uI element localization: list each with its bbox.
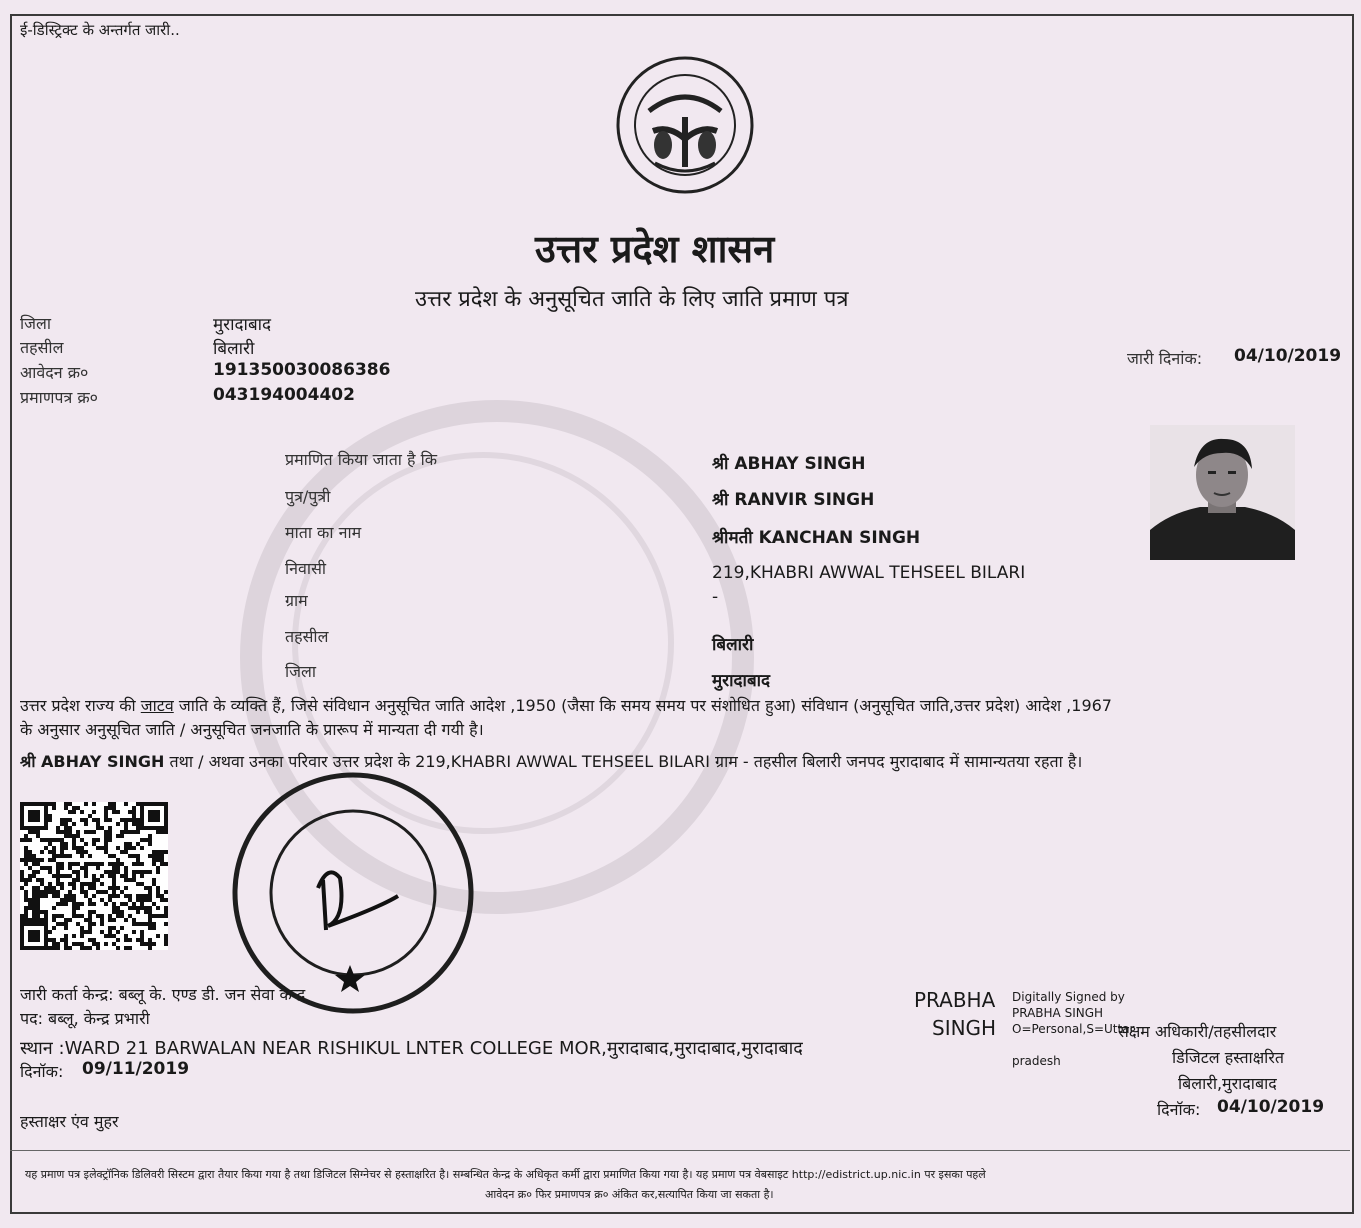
body-line-3-text: तथा / अथवा उनका परिवार उत्तर प्रदेश के 219,KHABRI AWWAL TEHSEEL BILARI ग्राम - तहसील बिलारी जनपद मुरादाबाद में सामान्यतया रहता है। [169,752,1083,771]
authority-date-value: 04/10/2019 [1217,1097,1325,1117]
district-label: जिला [20,314,52,333]
issued-under-note: ई-डिस्ट्रिक्ट के अन्तर्गत जारी.. [20,21,180,39]
applicant-name: श्री ABHAY SINGH [712,454,866,474]
up-government-emblem [615,55,755,195]
authority-place: बिलारी,मुरादाबाद [1178,1074,1277,1093]
digital-sign-detail-1: Digitally Signed by [1012,990,1125,1004]
certificate-no-label: प्रमाणपत्र क्र० [20,388,98,407]
qr-code [20,802,168,950]
applicant-photo [1150,425,1295,560]
tehsil-label: तहसील [20,338,64,357]
body-line-1 [20,694,1112,718]
certificate-title: उत्तर प्रदेश के अनुसूचित जाति के लिए जाति प्रमाण पत्र [415,287,849,312]
village-label: ग्राम [285,591,308,610]
body-applicant-name: श्री ABHAY SINGH [20,752,165,771]
digital-sign-detail-2: PRABHA SINGH [1012,1006,1104,1020]
digital-sign-detail-4: pradesh [1012,1054,1061,1068]
resident-label: निवासी [285,559,327,578]
caste-name: जाटव [140,696,174,715]
issuer-post: पद: बब्लू, केन्द्र प्रभारी [20,1009,150,1028]
tehsil-value: बिलारी [213,339,255,359]
issuer-place: स्थान :WARD 21 BARWALAN NEAR RISHIKUL LNTER COLLEGE MOR,मुरादाबाद,मुरादाबाद,मुरादाबाद [20,1038,803,1059]
authority-date-label: दिनॉक: [1157,1100,1201,1119]
application-no-value: 191350030086386 [213,360,391,380]
issuer-date-value: 09/11/2019 [82,1059,190,1079]
issue-date-label: जारी दिनांक: [1127,349,1203,368]
details-tehsil-value: बिलारी [712,635,754,655]
certify-label: प्रमाणित किया जाता है कि [285,450,438,469]
body-line-3 [20,750,1082,774]
digital-sign-detail-3: O=Personal,S=Uttar [1012,1022,1135,1036]
issuer-date-label: दिनॉक: [20,1062,64,1081]
child-of-label: पुत्र/पुत्री [285,487,331,506]
star-icon [333,963,367,993]
body-line-1-suffix: जाति के व्यक्ति हैं, जिसे संविधान अनुसूचित जाति आदेश ,1950 (जैसा कि समय समय पर संशोधित हुआ) संविधान (अनुसूचित जाति,उत्तर प्रदेश) आदेश ,1967 [178,696,1112,715]
certificate-no-value: 043194004402 [213,385,355,405]
body-line-1-prefix: उत्तर प्रदेश राज्य की [20,696,136,715]
father-name: श्री RANVIR SINGH [712,490,875,510]
authority-digital-signed: डिजिटल हस्ताक्षरित [1172,1048,1284,1067]
details-district-label: जिला [285,662,317,681]
details-district-value: मुरादाबाद [712,671,771,691]
body-line-2: के अनुसार अनुसूचित जाति / अनुसूचित जनजाति के प्रारूप में मान्यता दी गयी है। [20,720,484,739]
application-no-label: आवेदन क्र० [20,363,89,382]
issue-date-value: 04/10/2019 [1234,346,1342,366]
digital-sign-name-line-1: PRABHA [914,988,996,1012]
details-tehsil-label: तहसील [285,627,329,646]
digital-sign-name-line-2: SINGH [932,1016,997,1040]
issuing-centre: जारी कर्ता केन्द्र: बब्लू के. एण्ड डी. जन सेवा केन्द्र [20,985,306,1004]
mother-label: माता का नाम [285,523,362,542]
district-value: मुरादाबाद [213,315,272,335]
gov-title: उत्तर प्रदेश शासन [535,226,775,271]
footer-note-line-2: आवेदन क्र० फिर प्रमाणपत्र क्र० अंकित कर,सत्यापित किया जा सकता है। [485,1188,774,1201]
footer-note-line-1: यह प्रमाण पत्र इलेक्ट्रॉनिक डिलिवरी सिस्टम द्वारा तैयार किया गया है तथा डिजिटल सिग्नेचर से हस्ताक्षरित है। सम्बन्धित केन्द्र के अधिकृत कर्मी द्वारा प्रमाणित किया गया है। यह प्रमाण पत्र वेबसाइट http://edistrict.up.nic.in पर इसका पहले [25,1168,986,1181]
signature-and-seal-label: हस्ताक्षर एंव मुहर [20,1112,119,1131]
footer-divider [10,1150,1350,1151]
mother-name: श्रीमती KANCHAN SINGH [712,528,921,548]
village-value: - [712,587,719,607]
resident-value: 219,KHABRI AWWAL TEHSEEL BILARI [712,563,1026,583]
authority-title: सक्षम अधिकारी/तहसीलदार [1118,1022,1277,1041]
